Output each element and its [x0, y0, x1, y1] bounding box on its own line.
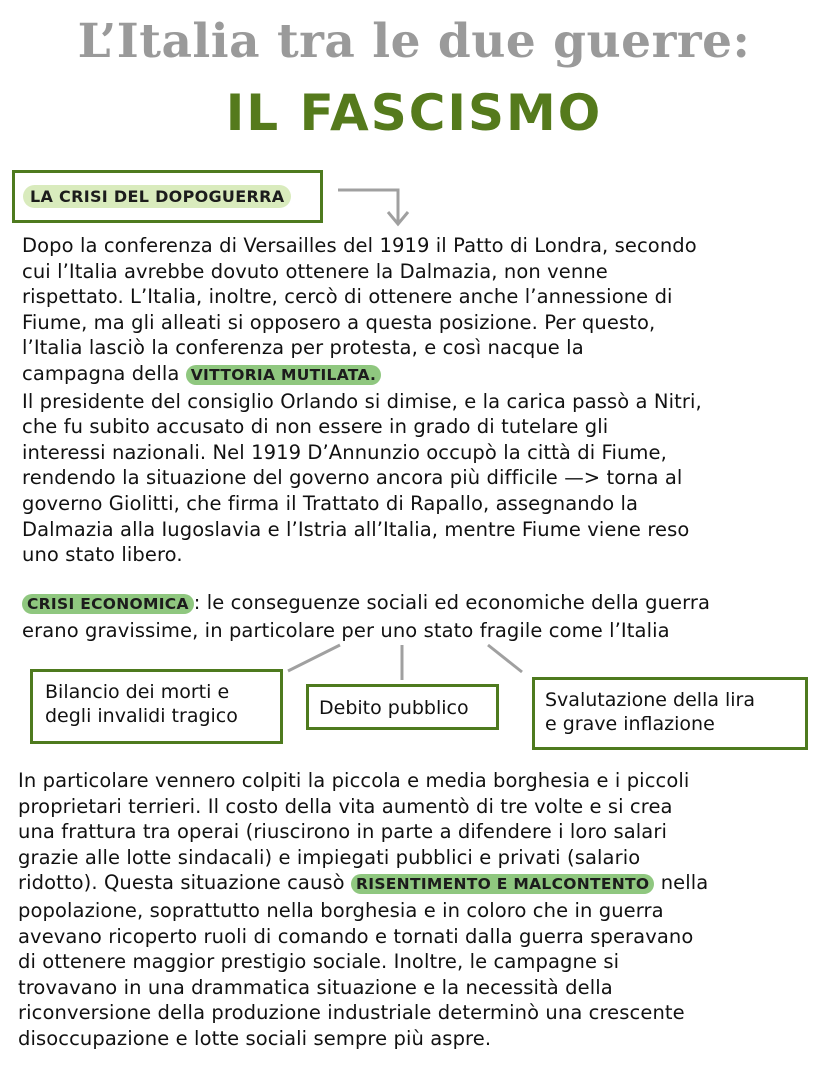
text-fragment: nella	[654, 871, 709, 895]
box-text-line: degli invalidi tragico	[45, 705, 238, 727]
box-text-line: e grave inflazione	[545, 713, 715, 735]
text-line: erano gravissime, in particolare per uno stato fragile come l’Italia	[22, 618, 670, 642]
section-label-crisi-dopoguerra: LA CRISI DEL DOPOGUERRA	[23, 185, 291, 208]
text-line: Dalmazia alla Iugoslavia e l’Istria all’Italia, mentre Fiume viene reso	[22, 517, 690, 541]
text-fragment: campagna della	[22, 361, 186, 385]
box-text-line: Bilancio dei morti e	[45, 681, 230, 703]
text-line: uno stato libero.	[22, 543, 183, 567]
highlight-crisi-economica: CRISI ECONOMICA	[22, 594, 194, 614]
arrow-head	[388, 212, 408, 224]
text-line: cui l’Italia avrebbe dovuto ottenere la Dalmazia, non venne	[22, 259, 608, 283]
text-line: grazie alle lotte sindacali) e impiegati pubblici e privati (salario	[18, 845, 641, 869]
text-fragment: ridotto). Questa situazione causò	[18, 871, 352, 895]
text-line: popolazione, soprattutto nella borghesia e in coloro che in guerra	[18, 898, 664, 922]
text-line: l’Italia lasciò la conferenza per protesta, e così nacque la	[22, 336, 584, 360]
consequence-box-svalutazione	[532, 677, 808, 750]
connector-line-right	[488, 645, 522, 672]
text-line: avevano ricoperto ruoli di comando e tornati dalla guerra speravano	[18, 924, 694, 948]
page-title: L’Italia tra le due guerre:	[77, 14, 751, 69]
text-line	[22, 361, 702, 389]
text-line	[22, 590, 710, 618]
page-subtitle: IL FASCISMO	[225, 84, 603, 142]
text-line	[18, 870, 708, 898]
text-line: governo Giolitti, che firma il Trattato di Rapallo, assegnando la	[22, 491, 639, 515]
highlight-vittoria-mutilata: VITTORIA MUTILATA.	[186, 365, 382, 385]
text-line: disoccupazione e lotte sociali sempre più aspre.	[18, 1026, 492, 1050]
text-line: proprietari terrieri. Il costo della vita aumentò di tre volte e si crea	[18, 794, 673, 818]
text-line: trovavano in una drammatica situazione e la necessità della	[18, 975, 613, 999]
consequence-box-debito	[306, 684, 499, 730]
text-fragment: :	[193, 591, 201, 614]
text-line: che fu subito accusato di non essere in grado di tutelare gli	[22, 415, 609, 439]
text-line: di ottenere maggior prestigio sociale. Inoltre, le campagne si	[18, 950, 620, 974]
consequence-box-morti	[30, 669, 283, 744]
text-line: Dopo la conferenza di Versailles del 1919 il Patto di Londra, secondo	[22, 234, 697, 257]
text-line: riconversione della produzione industriale determinò una crescente	[18, 1001, 685, 1025]
paragraph-crisi-economica	[22, 590, 710, 643]
section-label-box	[12, 170, 323, 223]
text-line: interessi nazionali. Nel 1919 D’Annunzio occupò la città di Fiume,	[22, 440, 667, 464]
box-text-line: Svalutazione della lira	[545, 689, 756, 711]
box-text-line: Debito pubblico	[319, 697, 469, 719]
text-line: In particolare vennero colpiti la piccola e media borghesia e i piccoli	[18, 769, 690, 792]
text-fragment: le conseguenze sociali ed economiche della guerra	[200, 591, 711, 614]
connector-line-left	[288, 645, 340, 671]
paragraph-conseguenze-sociali	[18, 768, 708, 1052]
text-line: rendendo la situazione del governo ancora più difficile —> torna al	[22, 466, 683, 490]
paragraph-dopoguerra	[22, 233, 702, 568]
text-line: rispettato. L’Italia, inoltre, cercò di ottenere anche l’annessione di	[22, 285, 673, 309]
arrow-to-paragraph	[338, 190, 398, 222]
text-line: una frattura tra operai (riuscirono in parte a difendere i loro salari	[18, 820, 667, 844]
text-line: Fiume, ma gli alleati si opposero a questa posizione. Per questo,	[22, 310, 656, 334]
highlight-risentimento: RISENTIMENTO E MALCONTENTO	[351, 874, 654, 894]
text-line: Il presidente del consiglio Orlando si dimise, e la carica passò a Nitri,	[22, 389, 702, 413]
